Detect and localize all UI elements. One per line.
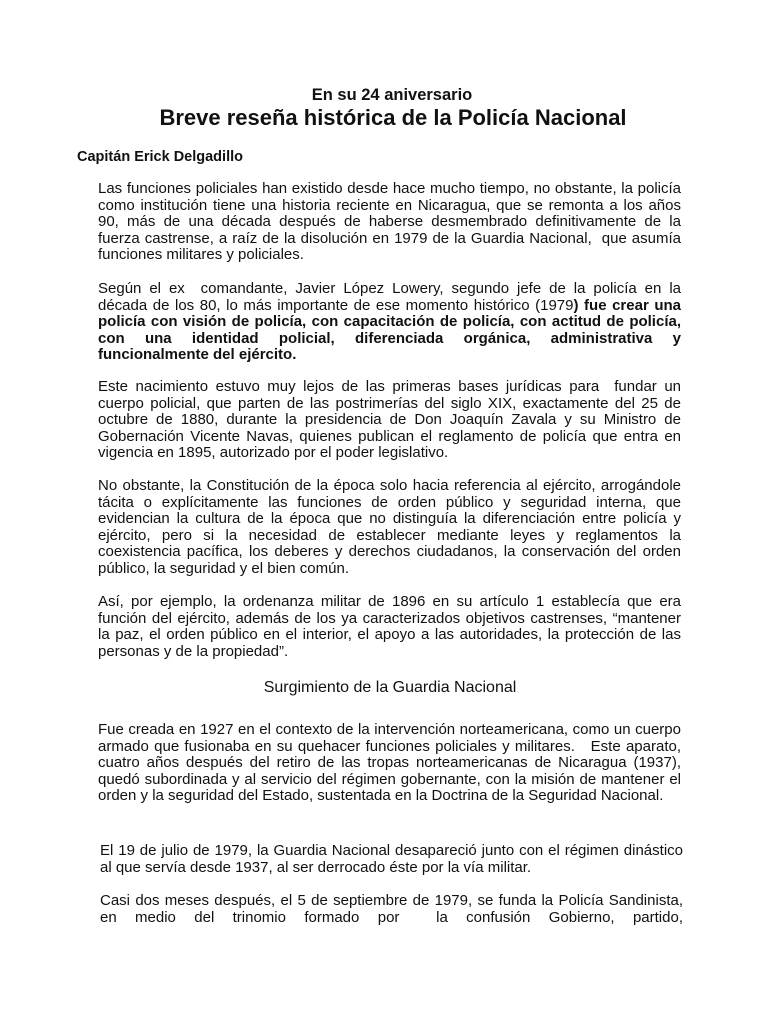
paragraph-5: Así, por ejemplo, la ordenanza militar de 1896 en su artículo 1 establecía que era función del ejército, además de los ya caracterizados objetivos castrenses, “mantener la paz, el orden público en el interior, el apoyo a las autoridades, la protección de las personas y de la propiedad”. [98, 593, 686, 660]
paragraph-4: No obstante, la Constitución de la época solo hacia referencia al ejército, arrogándole tácita o explícitamente las funciones de orden público y seguridad interna, que evidencian la cultura de la época que no distinguía la diferenciación entre policía y ejército, pero si la necesidad de establecer mediante leyes y reglamentos la coexistencia pacífica, los deberes y derechos ciudadanos, la conservación del orden público, la seguridad y el bien común. [98, 477, 686, 577]
paragraph-2-bold-text: ) fue crear una policía con visión de policía, con capacitación de policía, con actitud de policía, con una identidad policial, diferenciada orgánica, administrativa y funcionalmente del ejército. [98, 296, 686, 364]
paragraph-2-text: Según el ex comandante, Javier López Lowery, segundo jefe de la policía en la década de los 80, lo más importante de ese momento histórico (1979 [98, 280, 686, 314]
anniversary-kicker: En su 24 aniversario [311, 86, 473, 104]
paragraph-1: Las funciones policiales han existido desde hace mucho tiempo, no obstante, la policía como institución tiene una historia reciente en Nicaragua, que se remonta a los años 90, más de una década después de haberse desmembrado definitivamente de la fuerza castrense, a raíz de la disolución en 1979 de la Guardia Nacional, que asumía funciones militares y policiales. [98, 180, 686, 264]
section-heading: Surgimiento de la Guardia Nacional [263, 679, 517, 696]
paragraph-6: Fue creada en 1927 en el contexto de la intervención norteamericana, como un cuerpo armado que fusionaba en su quehacer funciones policiales y militares. Este aparato, cuatro años después del retiro de las tropas norteamericanas de Nicaragua (1937), quedó subordinada y al servicio del régimen gobernante, con la misión de mantener el orden y la seguridad del Estado, sustentada en la Doctrina de la Seguridad Nacional. [98, 721, 686, 805]
article-title: Breve reseña histórica de la Policía Nacional [159, 105, 627, 130]
paragraph-2 [98, 280, 686, 364]
paragraph-3: Este nacimiento estuvo muy lejos de las primeras bases jurídicas para fundar un cuerpo policial, que parten de las postrimerías del siglo XIX, exactamente del 25 de octubre de 1880, durante la presidencia de Don Joaquín Zavala y su Ministro de Gobernación Vicente Navas, quienes publican el reglamento de policía que entra en vigencia en 1895, autorizado por el poder legislativo. [98, 378, 686, 462]
paragraph-8: Casi dos meses después, el 5 de septiembre de 1979, se funda la Policía Sandinista, en medio del trinomio formado por la confusión Gobierno, partido, [100, 892, 688, 926]
author-byline: Capitán Erick Delgadillo [77, 149, 243, 165]
paragraph-7: El 19 de julio de 1979, la Guardia Nacional desapareció junto con el régimen dinástico al que servía desde 1937, al ser derrocado éste por la vía militar. [100, 842, 688, 876]
